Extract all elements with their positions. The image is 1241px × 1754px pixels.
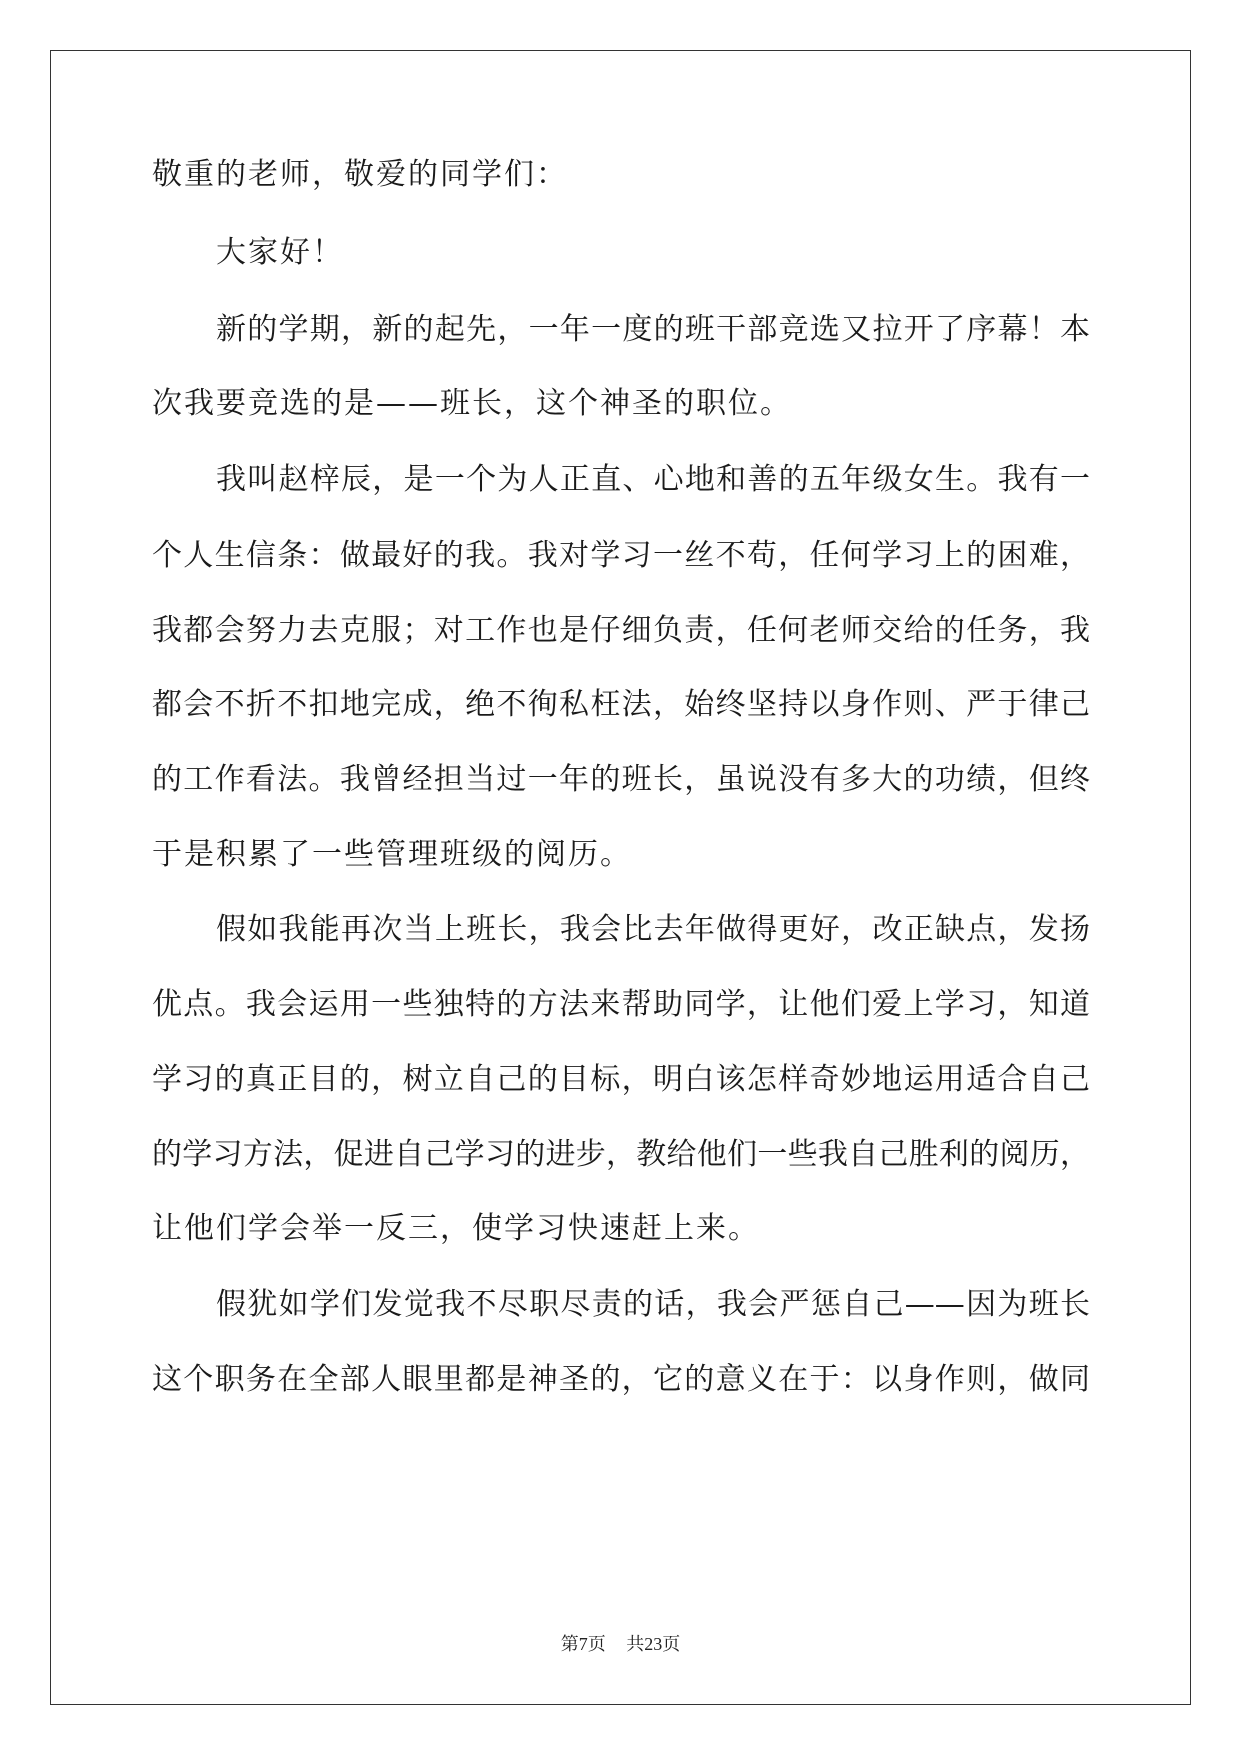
text-line-8: 都会不折不扣地完成，绝不徇私枉法，始终坚持以身作则、严于律己 — [152, 687, 1090, 722]
text-line-5: 我叫赵梓辰，是一个为人正直、心地和善的五年级女生。我有一 — [216, 462, 1090, 497]
text-line-13: 学习的真正目的，树立自己的目标，明白该怎样奇妙地运用适合自己 — [152, 1062, 1090, 1097]
text-line-10: 于是积累了一些管理班级的阅历。 — [152, 837, 632, 872]
text-line-6: 个人生信条：做最好的我。我对学习一丝不苟，任何学习上的困难， — [152, 538, 1090, 573]
text-line-7: 我都会努力去克服；对工作也是仔细负责，任何老师交给的任务，我 — [152, 613, 1090, 648]
text-line-1: 敬重的老师，敬爱的同学们： — [152, 157, 568, 192]
text-line-14: 的学习方法，促进自己学习的进步，教给他们一些我自己胜利的阅历， — [152, 1137, 1090, 1172]
page-number-current: 第7页 — [560, 1634, 606, 1654]
text-line-11: 假如我能再次当上班长，我会比去年做得更好，改正缺点，发扬 — [216, 912, 1090, 947]
text-line-15: 让他们学会举一反三，使学习快速赶上来。 — [152, 1211, 760, 1246]
page-footer — [0, 1630, 1241, 1656]
page-border — [50, 50, 1191, 1705]
text-line-4: 次我要竞选的是——班长，这个神圣的职位。 — [152, 386, 792, 421]
text-line-2: 大家好！ — [216, 235, 344, 270]
text-line-9: 的工作看法。我曾经担当过一年的班长，虽说没有多大的功绩，但终 — [152, 762, 1090, 797]
page-number-total: 共23页 — [626, 1634, 681, 1654]
text-line-16: 假犹如学们发觉我不尽职尽责的话，我会严惩自己——因为班长 — [216, 1287, 1090, 1322]
text-line-17: 这个职务在全部人眼里都是神圣的，它的意义在于：以身作则，做同 — [152, 1362, 1090, 1397]
text-line-3: 新的学期，新的起先，一年一度的班干部竞选又拉开了序幕！本 — [216, 312, 1090, 347]
text-line-12: 优点。我会运用一些独特的方法来帮助同学，让他们爱上学习，知道 — [152, 987, 1090, 1022]
